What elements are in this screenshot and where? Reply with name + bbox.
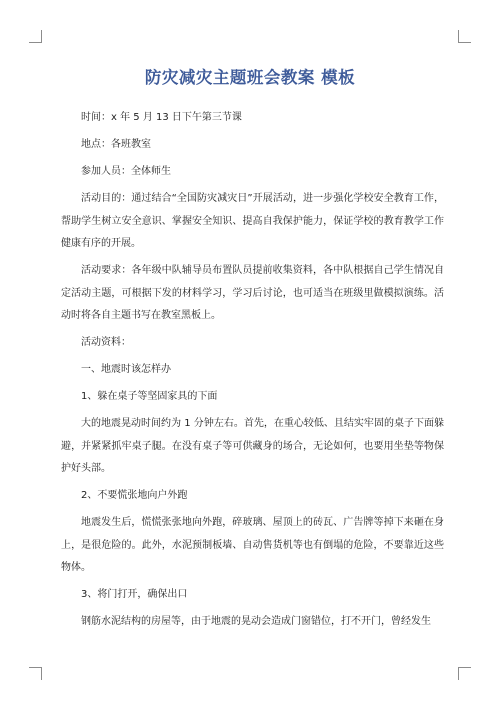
paragraph-2: 地震发生后，慌慌张张地向外跑，碎玻璃、屋顶上的砖瓦、广告牌等掉下来砸在身上，是很危险的。此外，水泥预制板墙、自动售货机等也有倒塌的危险，不要靠近这些物体。 <box>61 517 444 573</box>
crop-mark-top-left <box>29 30 42 43</box>
paragraph-location: 地点：各班教室 <box>81 139 151 150</box>
crop-mark-bottom-right <box>458 667 471 680</box>
paragraph-time: 时间：x 年 5 月 13 日下午第三节课 <box>81 112 242 123</box>
subheading-2: 2、不要慌张地向户外跑 <box>81 490 188 501</box>
crop-mark-top-right <box>458 30 471 43</box>
document-body <box>61 107 444 638</box>
section-heading-earthquake: 一、地震时该怎样办 <box>81 364 171 375</box>
paragraph-1: 大的地震晃动时间约为 1 分钟左右。首先，在重心较低、且结实牢固的桌子下面躲避，并紧紧抓牢桌子腿。在没有桌子等可供藏身的场合，无论如何，也要用坐垫等物保护好头部。 <box>61 418 444 474</box>
subheading-1: 1、躲在桌子等坚固家具的下面 <box>81 391 218 402</box>
paragraph-participants: 参加人员：全体师生 <box>81 166 171 177</box>
subheading-3: 3、将门打开，确保出口 <box>81 589 188 600</box>
paragraph-materials-heading: 活动资料： <box>81 337 131 348</box>
paragraph-3: 钢筋水泥结构的房屋等，由于地震的晃动会造成门窗错位，打不开门，曾经发生 <box>81 616 431 627</box>
crop-mark-bottom-left <box>29 667 42 680</box>
paragraph-purpose: 活动目的：通过结合“全国防灾减灾日”开展活动，进一步强化学校安全教育工作，帮助学生树立安全意识、掌握安全知识、提高自我保护能力，保证学校的教育教学工作健康有序的开展。 <box>61 193 444 249</box>
document-title: 防灾减灾主题班会教案 模板 <box>144 68 356 87</box>
paragraph-requirements: 活动要求：各年级中队辅导员布置队员提前收集资料，各中队根据自己学生情况自定活动主题，可根据下发的材料学习，学习后讨论，也可适当在班级里做模拟演练。活动时将各自主题书写在教室黑板上。 <box>61 265 444 321</box>
